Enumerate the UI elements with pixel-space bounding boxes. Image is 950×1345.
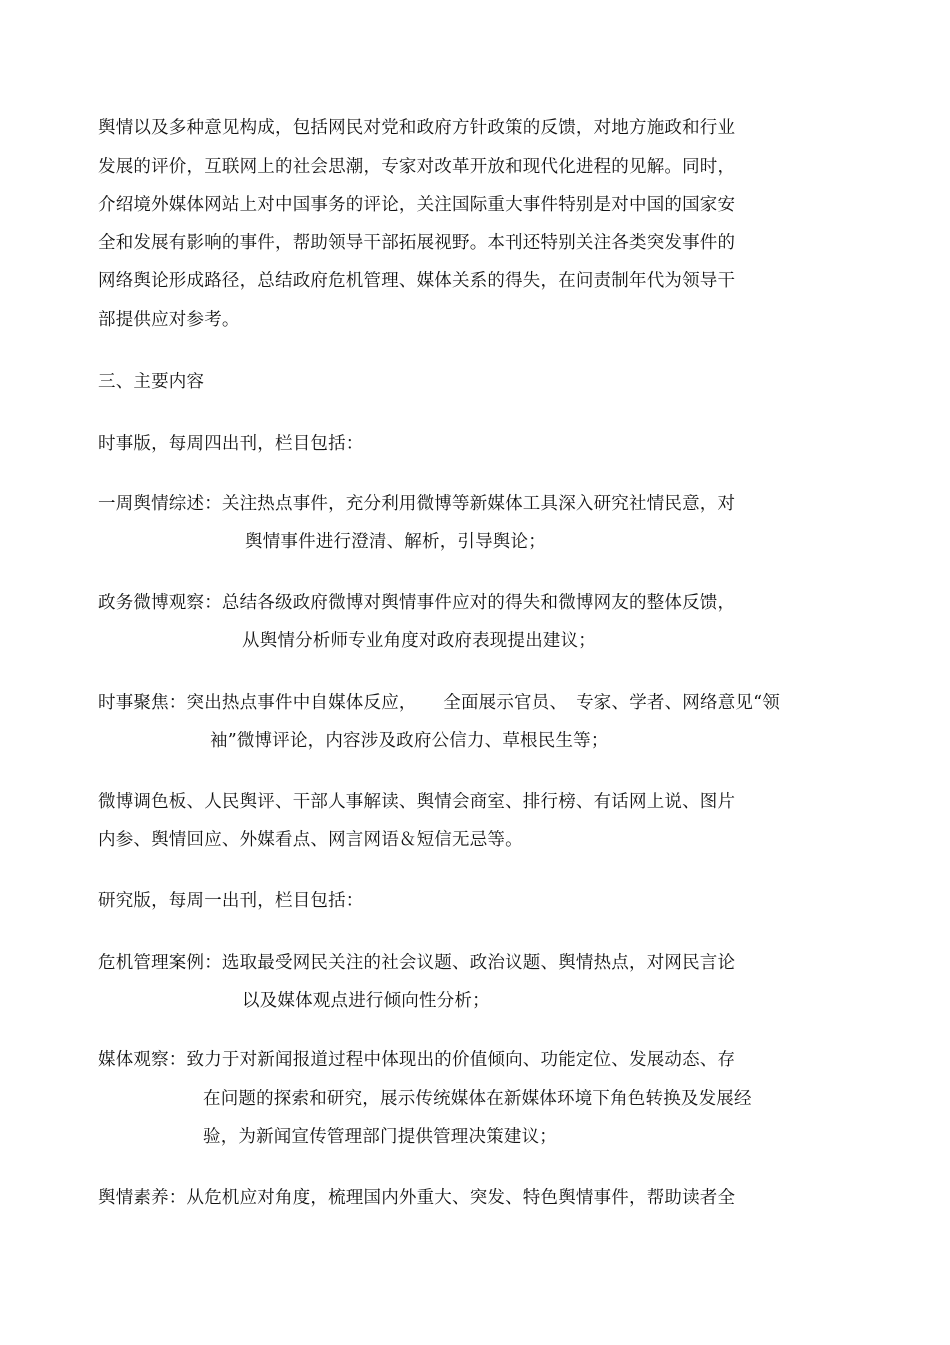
intro-line-5: 网络舆论形成路径，总结政府危机管理、媒体关系的得失，在问责制年代为领导干 bbox=[98, 271, 736, 291]
columns-line-1: 微博调色板、人民舆评、干部人事解读、舆情会商室、排行榜、有话网上说、图片 bbox=[98, 792, 736, 812]
current-affairs-intro: 时事版，每周四出刊，栏目包括： bbox=[98, 434, 364, 454]
intro-line-6: 部提供应对参考。 bbox=[98, 310, 240, 330]
media-line-1: 媒体观察：致力于对新闻报道过程中体现出的价值倾向、功能定位、发展动态、存 bbox=[98, 1050, 736, 1070]
intro-line-2: 发展的评价，互联网上的社会思潮，专家对改革开放和现代化进程的见解。同时， bbox=[98, 157, 736, 177]
intro-line-3: 介绍境外媒体网站上对中国事务的评论，关注国际重大事件特别是对中国的国家安 bbox=[98, 195, 736, 215]
gov-weibo-line-1: 政务微博观察：总结各级政府微博对舆情事件应对的得失和微博网友的整体反馈， bbox=[98, 593, 736, 613]
intro-line-1: 舆情以及多种意见构成，包括网民对党和政府方针政策的反馈，对地方施政和行业 bbox=[98, 118, 736, 138]
intro-line-4: 全和发展有影响的事件，帮助领导干部拓展视野。本刊还特别关注各类突发事件的 bbox=[98, 233, 736, 253]
research-intro: 研究版，每周一出刊，栏目包括： bbox=[98, 891, 364, 911]
media-line-2: 在问题的探索和研究，展示传统媒体在新媒体环境下角色转换及发展经 bbox=[203, 1089, 752, 1109]
columns-line-2: 内参、舆情回应、外媒看点、网言网语＆短信无忌等。 bbox=[98, 830, 523, 850]
literacy-line-1: 舆情素养：从危机应对角度，梳理国内外重大、突发、特色舆情事件，帮助读者全 bbox=[98, 1188, 736, 1208]
media-line-3: 验，为新闻宣传管理部门提供管理决策建议； bbox=[203, 1127, 557, 1147]
gov-weibo-line-2: 从舆情分析师专业角度对政府表现提出建议； bbox=[242, 631, 596, 651]
weekly-review-line-2: 舆情事件进行澄清、解析，引导舆论； bbox=[245, 532, 546, 552]
crisis-line-1: 危机管理案例：选取最受网民关注的社会议题、政治议题、舆情热点，对网民言论 bbox=[98, 953, 736, 973]
weekly-review-line-1: 一周舆情综述：关注热点事件，充分利用微博等新媒体工具深入研究社情民意，对 bbox=[98, 494, 736, 514]
focus-line-2: 袖”微博评论，内容涉及政府公信力、草根民生等； bbox=[210, 731, 609, 751]
focus-line-1: 时事聚焦：突出热点事件中自媒体反应， 全面展示官员、 专家、学者、网络意见“领 bbox=[98, 693, 780, 713]
crisis-line-2: 以及媒体观点进行倾向性分析； bbox=[242, 991, 490, 1011]
section-heading: 三、主要内容 bbox=[98, 372, 205, 392]
